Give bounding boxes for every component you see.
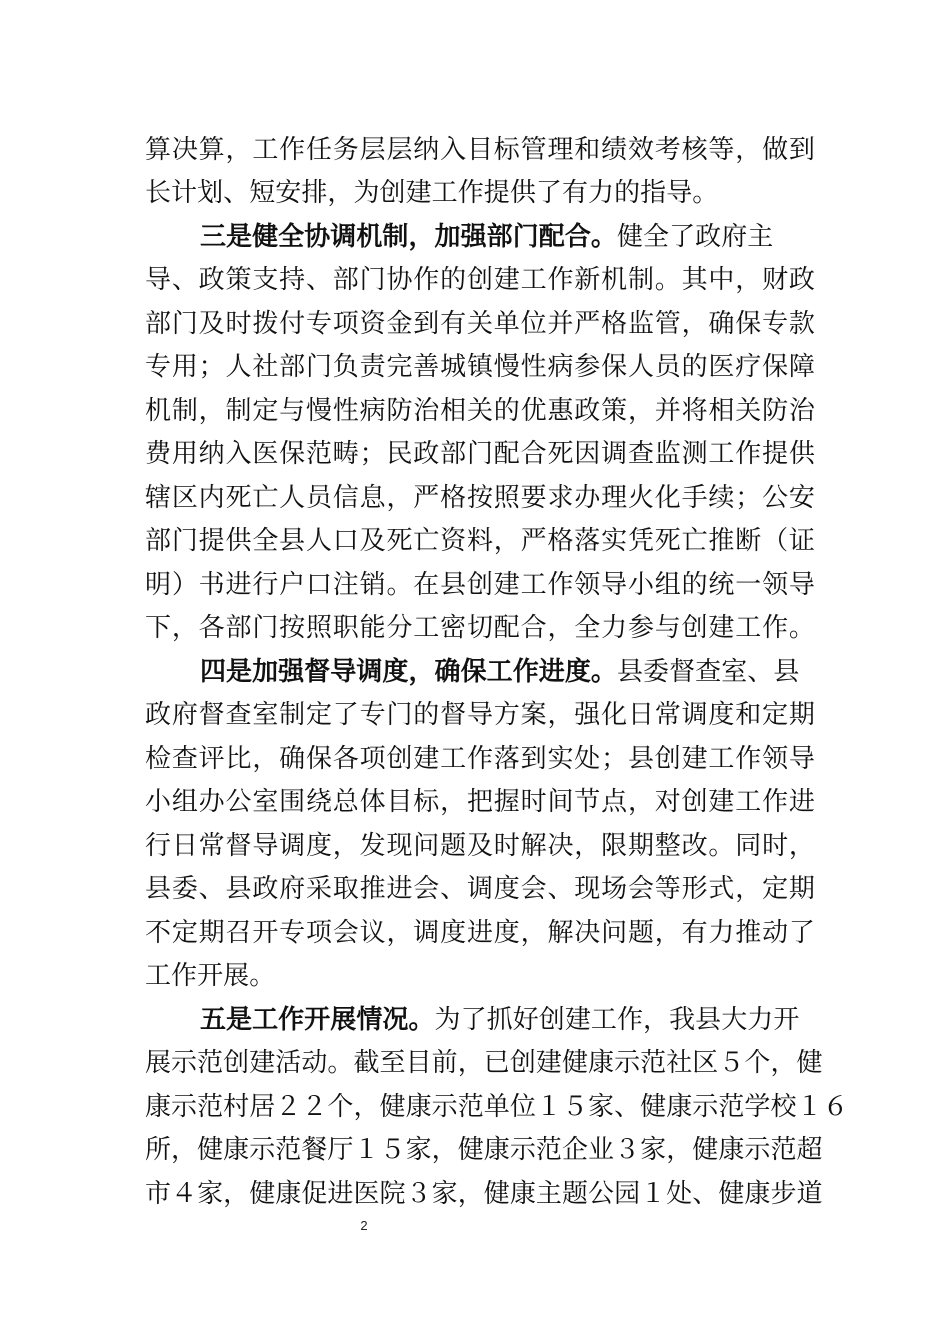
text-line-14: 政府督查室制定了专门的督导方案，强化日常调度和定期 xyxy=(145,700,815,730)
text-line-6: 专用；人社部门负责完善城镇慢性病参保人员的医疗保障 xyxy=(145,352,815,382)
text-line-18: 县委、县政府采取推进会、调度会、现场会等形式，定期 xyxy=(145,874,815,904)
text-line-11: 明）书进行户口注销。在县创建工作领导小组的统一领导 xyxy=(145,570,815,600)
text-line-10: 部门提供全县人口及死亡资料，严格落实凭死亡推断（证 xyxy=(145,526,815,556)
text-line-16: 小组办公室围绕总体目标，把握时间节点，对创建工作进 xyxy=(145,787,815,817)
paragraph-5-lead: 为了抓好创建工作，我县大力开 xyxy=(434,1005,800,1035)
text-line-17: 行日常督导调度，发现问题及时解决，限期整改。同时， xyxy=(145,831,815,861)
text-line-2: 长计划、短安排，为创建工作提供了有力的指导。 xyxy=(145,178,719,208)
text-line-15: 检查评比，确保各项创建工作落到实处；县创建工作领导 xyxy=(145,744,815,774)
text-line-9: 辖区内死亡人员信息，严格按照要求办理火化手续；公安 xyxy=(145,483,815,513)
text-line-5: 部门及时拨付专项资金到有关单位并严格监管，确保专款 xyxy=(145,309,815,339)
text-line-20: 工作开展。 xyxy=(145,961,276,991)
text-line-22: 展示范创建活动。截至目前，已创建健康示范社区５个，健 xyxy=(145,1048,823,1078)
text-line-23: 康示范村居２２个，健康示范单位１５家、健康示范学校１６ xyxy=(145,1092,849,1122)
text-line-7: 机制，制定与慢性病防治相关的优惠政策，并将相关防治 xyxy=(145,396,815,426)
paragraph-4-heading: 四是加强督导调度，确保工作进度。 xyxy=(200,657,617,687)
text-line-1: 算决算，工作任务层层纳入目标管理和绩效考核等，做到 xyxy=(145,135,815,165)
paragraph-3-lead: 健全了政府主 xyxy=(616,222,774,252)
page-number: 2 xyxy=(360,1218,368,1233)
paragraph-3-heading: 三是健全协调机制，加强部门配合。 xyxy=(200,222,617,252)
text-line-24: 所，健康示范餐厅１５家，健康示范企业３家，健康示范超 xyxy=(145,1135,823,1165)
paragraph-5-first-line xyxy=(200,1005,815,1035)
paragraph-4-lead: 县委督查室、县 xyxy=(616,657,800,687)
paragraph-3-first-line xyxy=(200,222,815,252)
text-line-4: 导、政策支持、部门协作的创建工作新机制。其中，财政 xyxy=(145,265,815,295)
text-line-8: 费用纳入医保范畴；民政部门配合死因调查监测工作提供 xyxy=(145,439,815,469)
text-line-12: 下，各部门按照职能分工密切配合，全力参与创建工作。 xyxy=(145,613,815,643)
paragraph-5-heading: 五是工作开展情况。 xyxy=(200,1005,435,1035)
paragraph-4-first-line xyxy=(200,657,815,687)
text-line-19: 不定期召开专项会议，调度进度，解决问题，有力推动了 xyxy=(145,918,815,948)
text-line-25: 市４家，健康促进医院３家，健康主题公园１处、健康步道 xyxy=(145,1179,823,1209)
